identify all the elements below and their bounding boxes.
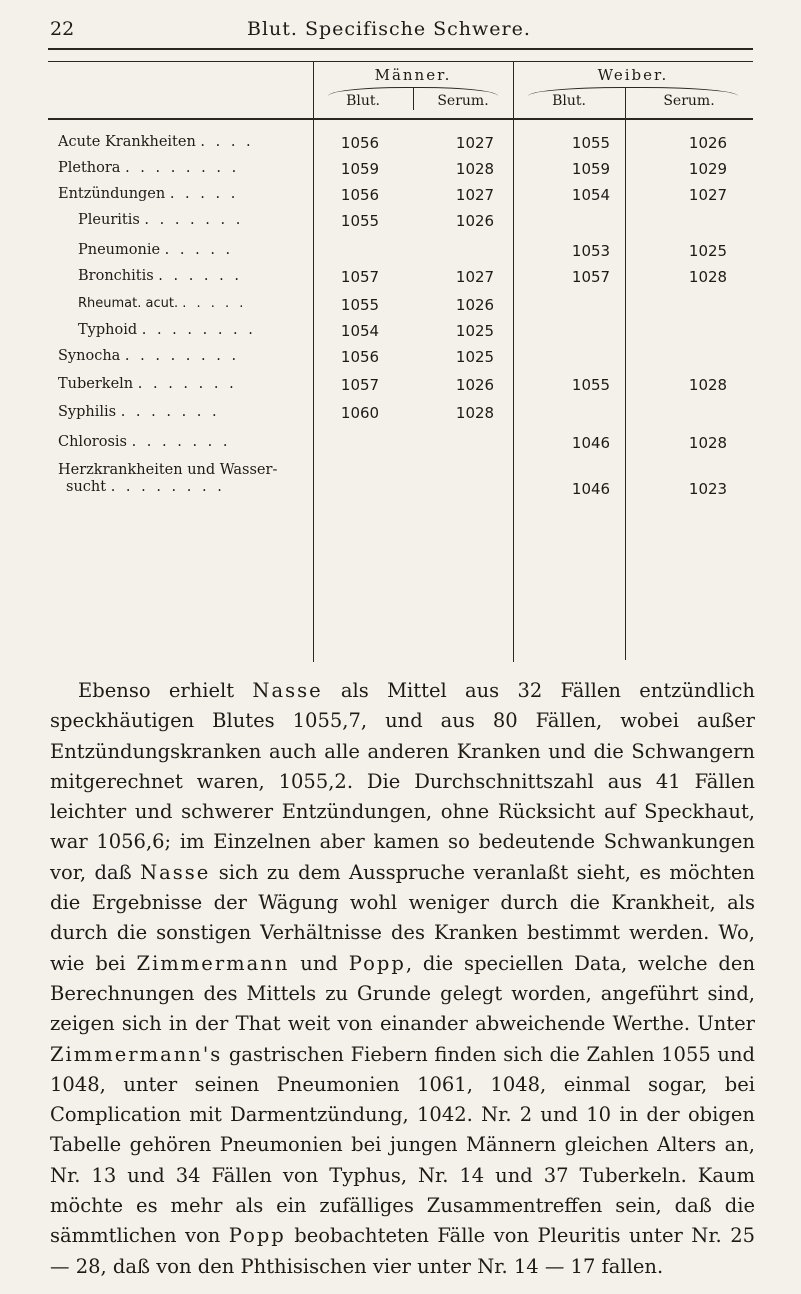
cell-men-blood: 1060 [340,404,380,422]
cell-men-blood: 1055 [340,212,380,230]
cell-men-serum: 1025 [455,322,495,340]
cell-women-serum: 1023 [688,480,728,498]
subheader-women-blood: Blut. [552,93,586,109]
cell-women-serum: 1028 [688,376,728,394]
cell-women-blood: 1057 [571,268,611,286]
row-label: Rheumat. acut. . . . . . [78,296,247,311]
table-row [0,160,801,186]
cell-men-serum: 1026 [455,212,495,230]
cell-men-blood: 1057 [340,268,380,286]
header-bottom-rule [48,118,753,120]
cell-men-blood: 1059 [340,160,380,178]
cell-men-serum: 1027 [455,268,495,286]
table-row [0,434,801,460]
cell-women-serum: 1026 [688,134,728,152]
table-row [0,376,801,402]
body-text [50,676,755,1282]
table-row [0,322,801,348]
cell-women-serum: 1028 [688,268,728,286]
cell-women-blood: 1046 [571,434,611,452]
cell-men-serum: 1028 [455,404,495,422]
cell-men-blood: 1057 [340,376,380,394]
cell-women-serum: 1028 [688,434,728,452]
cell-men-blood: 1055 [340,296,380,314]
cell-women-blood: 1053 [571,242,611,260]
cell-men-blood: 1056 [340,134,380,152]
page-number: 22 [50,18,75,40]
table-row [0,134,801,160]
group-women: Weiber. [597,66,669,84]
table-row [0,348,801,374]
cell-women-blood: 1046 [571,480,611,498]
row-label: Bronchitis . . . . . . [78,268,242,284]
subheader-women-serum: Serum. [663,93,715,109]
row-label: Typhoid . . . . . . . . [78,322,256,338]
cell-men-serum: 1028 [455,160,495,178]
row-label: Syphilis . . . . . . . [58,404,220,420]
paragraph: Ebenso erhielt Nasse als Mittel aus 32 Fällen entzündlich speckhäutigen Blutes 1055,7, und aus 80 Fällen, wobei außer Entzündungskranken auch alle anderen Kranken und die Schwangern mitgerechnet waren, 1055,2. Die Durchschnittszahl aus 41 Fällen leichter und schwerer Entzündungen, ohne Rücksicht auf Speckhaut, war 1056,6; im Einzelnen aber kamen so bedeutende Schwankungen vor, daß Nasse sich zu dem Ausspruche veranlaßt sieht, es möchten die Ergebnisse der Wägung wohl weniger durch die Krankheit, als durch die sonstigen Verhältnisse des Kranken bestimmt werden. Wo, wie bei Zimmermann und Popp, die speciellen Data, welche den Berechnungen des Mittels zu Grunde gelegt worden, angeführt sind, zeigen sich in der That weit von einander abweichende Werthe. Unter Zimmermann's gastrischen Fiebern finden sich die Zahlen 1055 und 1048, unter seinen Pneumonien 1061, 1048, einmal sogar, bei Complication mit Darmentzündung, 1042. Nr. 2 und 10 in der obigen Tabelle gehören Pneumonien bei jungen Männern gleichen Alters an, Nr. 13 und 34 Fällen von Typhus, Nr. 14 und 37 Tuberkeln. Kaum möchte es mehr als ein zufälliges Zusammentreffen sein, daß die sämmtlichen von Popp beobachteten Fälle von Pleuritis unter Nr. 25 — 28, daß von den Phthisischen vier unter Nr. 14 — 17 fallen. [50,679,756,1278]
cell-women-blood: 1055 [571,376,611,394]
cell-women-serum: 1029 [688,160,728,178]
table-row [0,242,801,268]
row-label: Entzündungen . . . . . [58,186,239,202]
cell-men-serum: 1025 [455,348,495,366]
table-row [0,462,801,502]
specific-gravity-table [0,60,801,670]
row-label: Pleuritis . . . . . . . [78,212,244,228]
page-header [0,0,801,50]
header-rule [48,48,753,50]
cell-men-blood: 1056 [340,348,380,366]
row-label: Plethora . . . . . . . . [58,160,240,176]
table-top-rule [48,61,753,62]
table-row [0,404,801,430]
cell-women-blood: 1055 [571,134,611,152]
row-label: Synocha . . . . . . . . [58,348,240,364]
table-row [0,186,801,212]
cell-men-blood: 1056 [340,186,380,204]
row-label: Tuberkeln . . . . . . . [58,376,237,392]
cell-women-serum: 1025 [688,242,728,260]
cell-women-blood: 1054 [571,186,611,204]
subheader-men-serum: Serum. [437,93,489,109]
table-row [0,296,801,322]
table-row [0,212,801,238]
row-label: Chlorosis . . . . . . . [58,434,231,450]
group-men: Männer. [374,66,452,84]
cell-men-serum: 1026 [455,296,495,314]
cell-men-serum: 1026 [455,376,495,394]
cell-men-blood: 1054 [340,322,380,340]
cell-men-serum: 1027 [455,186,495,204]
running-title: Blut. Specifische Schwere. [247,18,531,40]
cell-women-serum: 1027 [688,186,728,204]
row-label: Pneumonie . . . . . [78,242,234,258]
cell-men-serum: 1027 [455,134,495,152]
table-row [0,268,801,294]
row-label: Herzkrankheiten und Wasser- sucht . . . . . . . . [58,462,278,495]
cell-women-blood: 1059 [571,160,611,178]
row-label: Acute Krankheiten . . . . [58,134,254,150]
subheader-men-blood: Blut. [346,93,380,109]
